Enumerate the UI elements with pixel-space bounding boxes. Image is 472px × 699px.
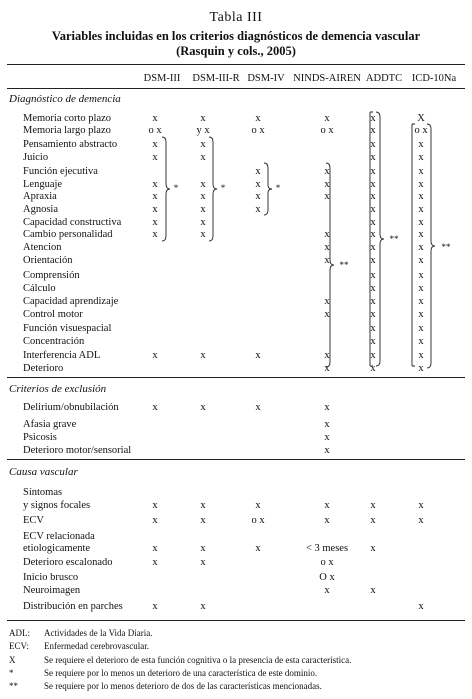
row-label: Atencion — [23, 242, 62, 253]
footnote-key: ** — [9, 681, 18, 691]
column-header-icd-10na: ICD-10Na — [411, 73, 457, 84]
row-label: Función ejecutiva — [23, 166, 98, 177]
table-cell: x — [324, 296, 330, 307]
footnote-text: Se requiere el deterioro de esta función cognitiva o la presencia de esta característica. — [44, 655, 352, 665]
row-label: Comprensión — [23, 270, 80, 281]
table-cell: x — [200, 191, 206, 202]
table-cell: < 3 meses — [305, 543, 349, 554]
table-cell: x — [200, 139, 206, 150]
row-label: Memoria largo plazo — [23, 125, 111, 136]
bottom-rule — [7, 620, 465, 621]
table-cell: x — [370, 125, 376, 136]
row-label: Inicio brusco — [23, 572, 79, 583]
table-cell: x — [370, 585, 376, 596]
table-cell: x — [418, 323, 424, 334]
row-label: Pensamiento abstracto — [23, 139, 118, 150]
table-cell: x — [370, 323, 376, 334]
table-cell: x — [418, 242, 424, 253]
table-label: Tabla III — [209, 10, 263, 25]
row-label: Concentración — [23, 336, 85, 347]
table-cell: x — [370, 191, 376, 202]
table-cell: x — [370, 152, 376, 163]
table-cell: x — [255, 402, 261, 413]
table-cell: x — [370, 139, 376, 150]
table-cell: x — [324, 500, 330, 511]
row-label: Capacidad aprendizaje — [23, 296, 119, 307]
table-cell: x — [152, 601, 158, 612]
brace-mark-icd: ** — [441, 242, 451, 252]
table-cell: x — [370, 363, 376, 374]
table-cell: x — [418, 229, 424, 240]
table-cell: x — [152, 139, 158, 150]
footnote-text: Se requiere por lo menos un deterioro de una característica de este dominio. — [44, 668, 318, 678]
table-cell: x — [255, 179, 261, 190]
table-cell: o x — [251, 515, 265, 526]
table-cell: x — [255, 204, 261, 215]
table-cell: x — [418, 179, 424, 190]
table-title: Variables incluidas en los criterios diagnósticos de demencia vascular — [51, 29, 421, 43]
row-label: Cambio personalidad — [23, 229, 113, 240]
bracket-icd — [412, 124, 415, 366]
table-cell: x — [418, 363, 424, 374]
table-cell: x — [200, 204, 206, 215]
table-cell: x — [200, 557, 206, 568]
table-cell: x — [418, 166, 424, 177]
table-cell: x — [418, 296, 424, 307]
table-cell: x — [324, 113, 330, 124]
section-rule-2 — [7, 459, 465, 460]
table-cell: x — [370, 350, 376, 361]
table-cell: x — [152, 152, 158, 163]
table-cell: x — [324, 191, 330, 202]
table-cell: x — [200, 402, 206, 413]
brace-mark-dsm-iv: * — [275, 183, 281, 193]
row-label: Deterioro escalonado — [23, 557, 113, 568]
table-cell: x — [255, 543, 261, 554]
row-label: etiologicamente — [23, 543, 91, 554]
table-cell: x — [200, 500, 206, 511]
table-cell: x — [370, 255, 376, 266]
table-cell: x — [324, 166, 330, 177]
table-cell: x — [370, 283, 376, 294]
row-label: Distribución en parches — [23, 601, 123, 612]
table-cell: x — [324, 350, 330, 361]
table-cell: x — [152, 515, 158, 526]
table-cell: x — [255, 113, 261, 124]
table-cell: x — [324, 309, 330, 320]
table-cell: x — [200, 179, 206, 190]
table-cell: x — [324, 402, 330, 413]
table-cell: x — [324, 363, 330, 374]
brace-mark-dsm-iii: * — [173, 183, 179, 193]
table-cell: x — [200, 543, 206, 554]
table-cell: x — [370, 500, 376, 511]
table-cell: x — [324, 255, 330, 266]
table-cell: o x — [148, 125, 162, 136]
table-cell: x — [152, 191, 158, 202]
table-cell: x — [152, 500, 158, 511]
table-cell: x — [418, 204, 424, 215]
table-cell: x — [370, 217, 376, 228]
table-cell: x — [370, 336, 376, 347]
footnote — [9, 655, 351, 665]
table-cell: o x — [320, 125, 334, 136]
table-cell: x — [324, 179, 330, 190]
table-cell: O x — [319, 572, 335, 583]
table-cell: x — [152, 229, 158, 240]
row-label: Lenguaje — [23, 179, 63, 190]
footnote-key: * — [9, 668, 14, 678]
table-cell: x — [418, 152, 424, 163]
table-cell: x — [418, 270, 424, 281]
table-cell: x — [152, 113, 158, 124]
brace-mark-ninds-airen: ** — [339, 260, 349, 270]
table-cell: o x — [251, 125, 265, 136]
table-cell: x — [255, 350, 261, 361]
footnote — [9, 668, 317, 678]
table-cell: x — [324, 515, 330, 526]
table-cell: x — [200, 350, 206, 361]
table-cell: x — [418, 139, 424, 150]
table-cell: x — [418, 515, 424, 526]
column-header-dsm-iv: DSM-IV — [247, 73, 285, 84]
table-cell: x — [152, 179, 158, 190]
column-header-ninds-airen: NINDS-AIREN — [293, 73, 361, 84]
footnote-text: Enfermedad cerebrovascular. — [44, 641, 149, 651]
table-cell: x — [200, 515, 206, 526]
table-cell: y x — [196, 125, 210, 136]
table-cell: x — [152, 350, 158, 361]
table-cell: x — [370, 270, 376, 281]
table-cell: x — [370, 515, 376, 526]
table-cell: x — [324, 585, 330, 596]
table-cell: x — [418, 217, 424, 228]
table-cell: x — [200, 113, 206, 124]
row-label: Orientación — [23, 255, 73, 266]
row-label: Cálculo — [23, 283, 56, 294]
section-title: Causa vascular — [9, 466, 78, 478]
table-cell: x — [152, 204, 158, 215]
row-label: Juicio — [23, 152, 49, 163]
table-cell: x — [370, 229, 376, 240]
row-label: Deterioro — [23, 363, 64, 374]
row-label: Interferencia ADL — [23, 350, 101, 361]
row-label: Agnosia — [23, 204, 58, 215]
table-cell: x — [152, 543, 158, 554]
row-label: Psicosis — [23, 432, 57, 443]
footnote-text: Actividades de la Vida Diaria. — [44, 628, 153, 638]
row-label: Síntomas — [23, 487, 63, 498]
table-cell: x — [324, 432, 330, 443]
table-cell: x — [255, 500, 261, 511]
row-label: Control motor — [23, 309, 83, 320]
table-cell: x — [200, 229, 206, 240]
footnote-text: Se requiere por lo menos deterioro de dos de las características mencionadas. — [44, 681, 322, 691]
row-label: Apraxia — [23, 191, 57, 202]
row-label: Neuroimagen — [23, 585, 81, 596]
table-cell: x — [418, 309, 424, 320]
bracket-addtc — [370, 112, 373, 366]
table-cell: x — [370, 179, 376, 190]
table-cell: x — [324, 445, 330, 456]
table-cell: x — [200, 217, 206, 228]
footnote — [9, 681, 322, 691]
table-cell: x — [370, 543, 376, 554]
row-label: ECV relacionada — [23, 531, 95, 542]
table-cell: x — [418, 336, 424, 347]
section-title: Diagnóstico de demencia — [9, 93, 121, 105]
footnote-key: ECV: — [9, 641, 29, 651]
row-label: Función visuespacial — [23, 323, 112, 334]
table-cell: x — [418, 350, 424, 361]
table-cell: x — [200, 601, 206, 612]
table-cell: x — [370, 296, 376, 307]
row-label: Delirium/obnubilación — [23, 402, 119, 413]
section-rule-1 — [7, 377, 465, 378]
footnote-key: X — [9, 655, 16, 665]
row-label: Afasia grave — [23, 419, 77, 430]
table-cell: x — [255, 191, 261, 202]
table-cell: x — [370, 242, 376, 253]
table-cell: x — [324, 229, 330, 240]
table-cell: o x — [320, 557, 334, 568]
brace-mark-dsm-iii-r: * — [220, 183, 226, 193]
table-cell: x — [418, 500, 424, 511]
row-label: Memoria corto plazo — [23, 113, 112, 124]
column-header-addtc: ADDTC — [365, 73, 403, 84]
table-subtitle: (Rasquin y cols., 2005) — [176, 44, 296, 58]
table-cell: x — [152, 217, 158, 228]
table-cell: x — [152, 402, 158, 413]
row-label: ECV — [23, 515, 44, 526]
table-cell: x — [370, 309, 376, 320]
column-header-dsm-iii-r: DSM-III-R — [192, 73, 240, 84]
table-cell: x — [418, 255, 424, 266]
table-cell: x — [418, 191, 424, 202]
section-title: Criterios de exclusión — [9, 383, 107, 395]
table-cell: x — [324, 419, 330, 430]
table-cell: x — [255, 166, 261, 177]
row-label: Capacidad constructiva — [23, 217, 122, 228]
table-cell: x — [152, 557, 158, 568]
table-cell: X — [417, 113, 425, 124]
table-cell: x — [370, 204, 376, 215]
row-label: Deterioro motor/sensorial — [23, 445, 132, 456]
footnote-key: ADL: — [9, 628, 30, 638]
footnote — [9, 641, 149, 651]
brace-mark-addtc: ** — [389, 234, 399, 244]
table-cell: x — [370, 166, 376, 177]
footnote — [9, 628, 153, 638]
table-cell: x — [418, 601, 424, 612]
table-cell: o x — [414, 125, 428, 136]
table-cell: x — [418, 283, 424, 294]
table-cell: x — [370, 113, 376, 124]
row-label: y signos focales — [23, 500, 91, 511]
table-cell: x — [200, 152, 206, 163]
table-cell: x — [324, 242, 330, 253]
column-header-dsm-iii: DSM-III — [143, 73, 181, 84]
